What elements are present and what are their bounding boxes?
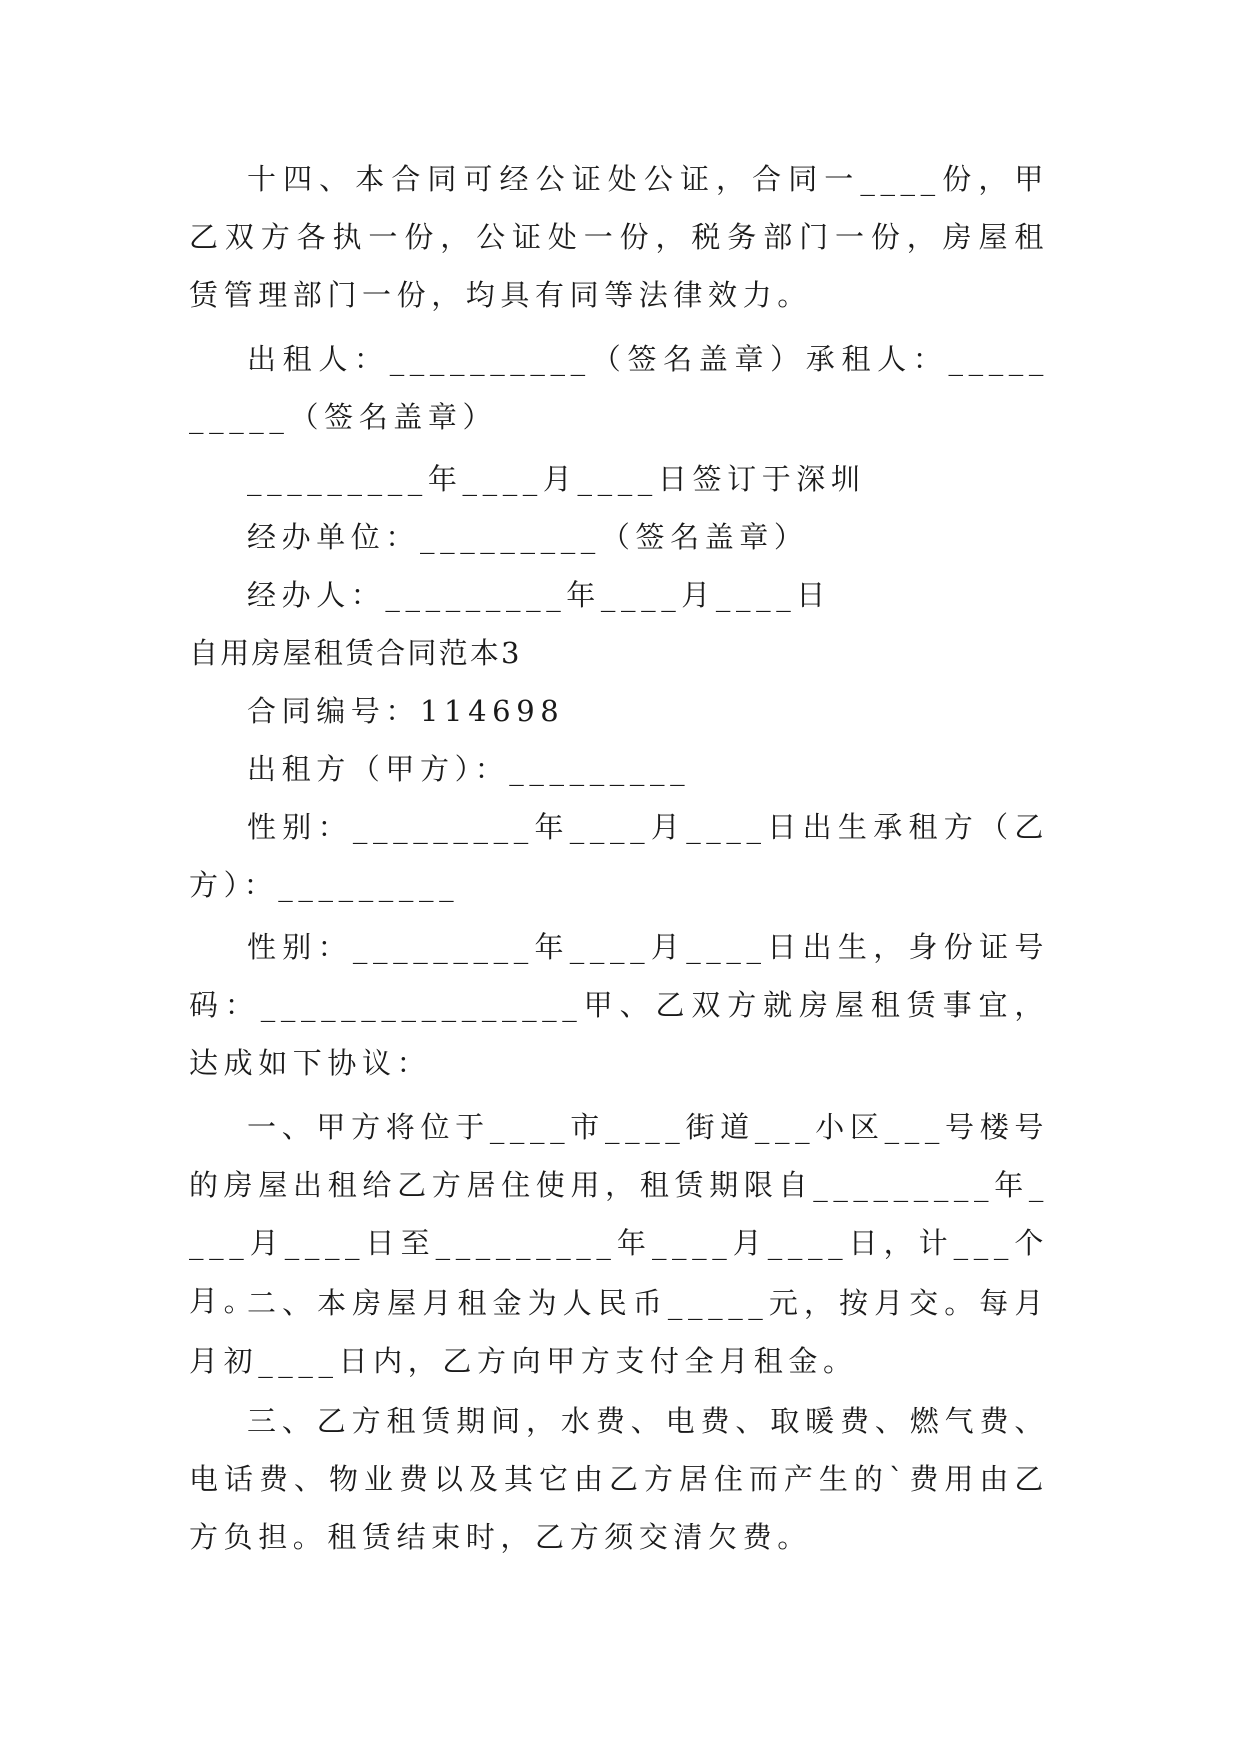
lessor-gender-paragraph: 性别：_________年____月____日出生承租方（乙方）：_________	[189, 810, 1049, 902]
signing-date-paragraph: _________年____月____日签订于深圳	[247, 462, 866, 496]
signature-parties-paragraph: 出租人：__________（签名盖章）承租人：__________（签名盖章）	[189, 342, 1049, 434]
lessor-paragraph: 出租方（甲方）：_________	[247, 752, 691, 786]
clause-fourteen-paragraph: 十四、本合同可经公证处公证，合同一____份，甲乙双方各执一份，公证处一份，税务部门一份，房屋租赁管理部门一份，均具有同等法律效力。	[189, 162, 1049, 312]
clause-two-paragraph: 二、本房屋月租金为人民币_____元，按月交。每月月初____日内，乙方向甲方支付全月租金。	[189, 1286, 1049, 1378]
clause-one-paragraph: 一、甲方将位于____市____街道___小区___号楼号的房屋出租给乙方居住使用，租赁期限自_________年____月____日至_________年____月____日，计___个月。	[189, 1110, 1049, 1318]
contract-number-paragraph: 合同编号：114698	[247, 694, 565, 728]
agency-paragraph: 经办单位：_________（签名盖章）	[247, 520, 809, 554]
lessee-gender-paragraph: 性别：_________年____月____日出生，身份证号码：________________甲、乙双方就房屋租赁事宜，达成如下协议：	[189, 930, 1049, 1080]
agent-paragraph: 经办人：_________年____月____日	[247, 578, 831, 612]
clause-three-paragraph: 三、乙方租赁期间，水费、电费、取暖费、燃气费、电话费、物业费以及其它由乙方居住而产生的`费用由乙方负担。租赁结束时，乙方须交清欠费。	[189, 1404, 1049, 1554]
contract-title: 自用房屋租赁合同范本3	[189, 636, 522, 670]
document-body	[189, 0, 1049, 1754]
